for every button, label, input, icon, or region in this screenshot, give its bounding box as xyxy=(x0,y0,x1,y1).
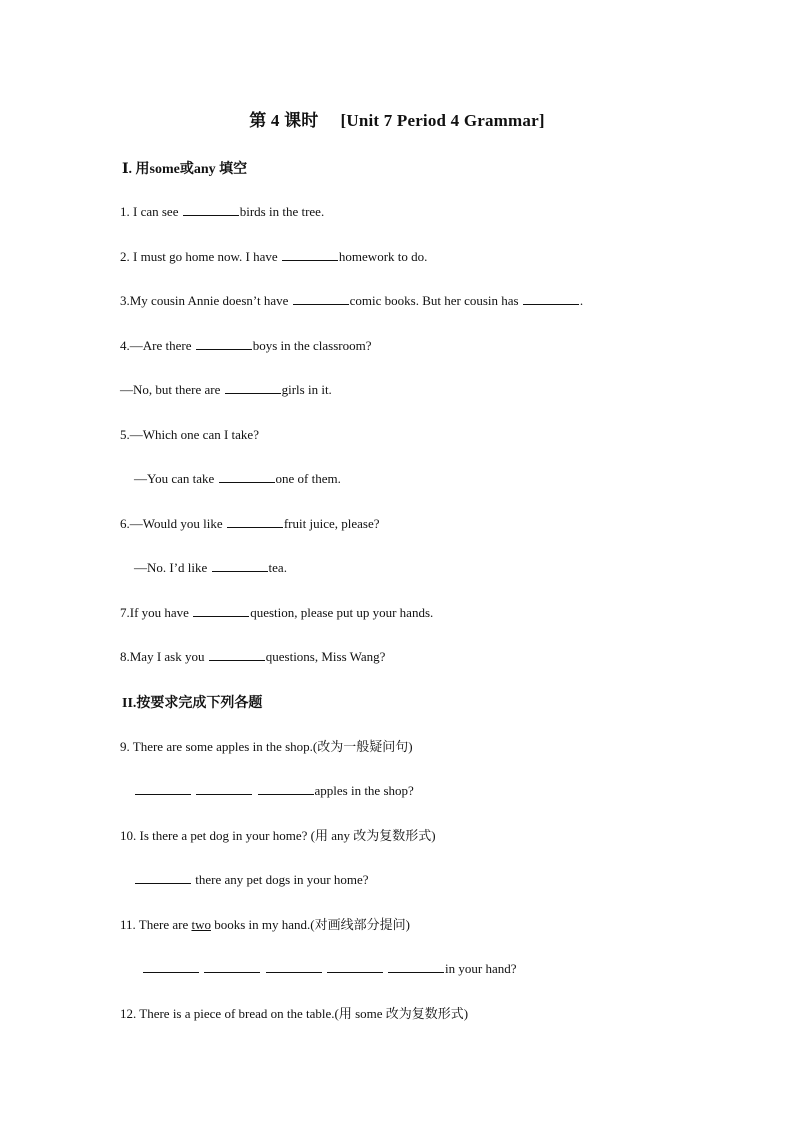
question-12: 12. There is a piece of bread on the table.(用 some 改为复数形式) xyxy=(120,1006,469,1021)
answer-blank[interactable] xyxy=(204,960,260,973)
question-10: 10. Is there a pet dog in your home? (用 any 改为复数形式) xyxy=(120,828,436,843)
section-heading-1: Ⅰ. 用some或any 填空 xyxy=(122,162,248,177)
answer-blank[interactable] xyxy=(227,515,283,528)
question-6: 6.—Would you like fruit juice, please? xyxy=(120,516,380,531)
unit-label: [Unit 7 Period 4 Grammar] xyxy=(340,111,545,130)
lesson-label: 第 4 课时 xyxy=(249,111,319,130)
question-11: 11. There are two books in my hand.(对画线部分提问) xyxy=(120,917,410,932)
answer-blank[interactable] xyxy=(135,871,191,884)
question-8: 8.May I ask you questions, Miss Wang? xyxy=(120,649,386,664)
underlined-word: two xyxy=(191,917,211,932)
question-3: 3.My cousin Annie doesn’t have comic books. But her cousin has . xyxy=(120,293,584,308)
answer-blank[interactable] xyxy=(193,604,249,617)
question-7: 7.If you have question, please put up your hands. xyxy=(120,605,434,620)
section-heading-2: II.按要求完成下列各题 xyxy=(122,696,263,711)
question-5: 5.—Which one can I take? xyxy=(120,427,259,442)
question-5-reply: —You can take one of them. xyxy=(134,471,341,486)
answer-blank[interactable] xyxy=(258,782,314,795)
answer-blank[interactable] xyxy=(388,960,444,973)
question-9: 9. There are some apples in the shop.(改为一般疑问句) xyxy=(120,739,413,754)
answer-blank[interactable] xyxy=(196,782,252,795)
question-2: 2. I must go home now. I have homework to do. xyxy=(120,249,428,264)
answer-blank[interactable] xyxy=(293,292,349,305)
question-10-answer: there any pet dogs in your home? xyxy=(134,871,369,889)
answer-blank[interactable] xyxy=(209,648,265,661)
answer-blank[interactable] xyxy=(225,381,281,394)
answer-blank[interactable] xyxy=(282,248,338,261)
answer-blank[interactable] xyxy=(523,292,579,305)
answer-blank[interactable] xyxy=(143,960,199,973)
answer-blank[interactable] xyxy=(196,337,252,350)
question-4: 4.—Are there boys in the classroom? xyxy=(120,338,372,353)
question-9-answer: apples in the shop? xyxy=(134,782,414,800)
answer-blank[interactable] xyxy=(212,559,268,572)
question-1: 1. I can see birds in the tree. xyxy=(120,204,325,219)
question-11-answer: in your hand? xyxy=(142,960,516,978)
answer-blank[interactable] xyxy=(183,203,239,216)
answer-blank[interactable] xyxy=(135,782,191,795)
question-6-reply: —No. I’d like tea. xyxy=(134,560,287,575)
answer-blank[interactable] xyxy=(219,470,275,483)
page-title xyxy=(0,106,794,131)
question-4-reply: —No, but there are girls in it. xyxy=(120,382,332,397)
answer-blank[interactable] xyxy=(327,960,383,973)
answer-blank[interactable] xyxy=(266,960,322,973)
